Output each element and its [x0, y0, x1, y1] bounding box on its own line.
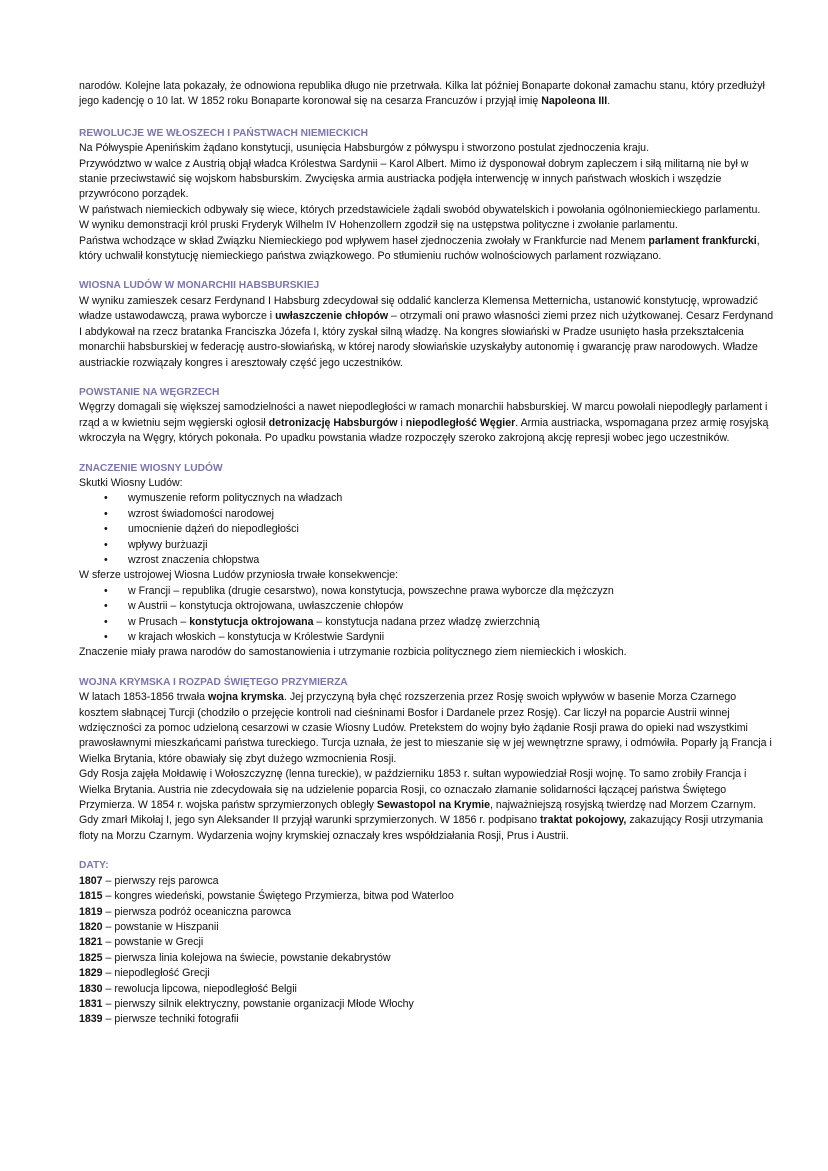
section-dates [79, 858, 778, 1027]
list-item [79, 966, 778, 981]
date-year: 1825 [79, 951, 103, 964]
meaning-intro-1: Skutki Wiosny Ludów: [79, 476, 183, 489]
list-item [79, 951, 778, 966]
list-item [79, 920, 778, 935]
date-year: 1820 [79, 920, 103, 933]
date-year: 1819 [79, 905, 103, 918]
date-text: – pierwszy silnik elektryczny, powstanie organizacji Młode Włochy [102, 997, 414, 1010]
crimea-b1: Gdy Rosja zajęła Mołdawię i Wołoszczyznę (lenna tureckie), w październiku 1853 r. sułtan wypowiedział Rosji wojnę. To samo zrobiły Francja i Wielka Brytania. Austria nie zdecydowała się na udzielenie poparcia Rosji, co oznaczało złamanie solidarności łączącej państwa Świętego Przymierza. W 1854 r. wojska państw sprzymierzonych obległy [79, 768, 747, 812]
list-item: • wzrost świadomości narodowej [79, 507, 778, 522]
date-text: – pierwsze techniki fotografii [102, 1013, 239, 1026]
italy-paragraph-4: W wyniku demonstracji król pruski Fryderyk Wilhelm IV Hohenzollern zgodził się na ustępstwa polityczne i zwołanie parlamentu. [79, 219, 678, 232]
list-item: • wymuszenie reform politycznych na władzach [79, 491, 778, 506]
crimea-a2-bold: wojna krymska [207, 691, 284, 704]
date-year: 1830 [79, 982, 103, 995]
list-item: • w krajach włoskich – konstytucja w Królestwie Sardynii [79, 630, 778, 645]
intro-paragraph [79, 79, 778, 110]
cons3-text-a: w Prusach – [128, 615, 190, 628]
section-habsburg [79, 278, 778, 370]
effects-list [79, 491, 778, 568]
list-item [79, 615, 778, 630]
list-item [79, 874, 778, 889]
italy-paragraph-1: Na Półwyspie Apenińskim żądano konstytucji, usunięcia Habsburgów z półwyspu i stworzono postulat zjednoczenia kraju. [79, 142, 650, 155]
list-item [79, 997, 778, 1012]
date-text: – niepodległość Grecji [102, 967, 210, 980]
cons3-text-c: – konstytucja nadana przez władzę zwierzchnią [313, 615, 540, 628]
section-meaning [79, 461, 778, 661]
dates-list [79, 874, 778, 1028]
date-year: 1839 [79, 1013, 103, 1026]
date-year: 1815 [79, 890, 103, 903]
intro-end: . [607, 95, 611, 108]
section-crimea [79, 675, 778, 844]
crimea-paragraph-1 [79, 690, 778, 767]
date-text: – pierwszy rejs parowca [102, 874, 219, 887]
crimea-a3: . Jej przyczyną była chęć rozszerzenia przez Rosję swoich wpływów w basenie Morza Czarnego kosztem słabnącej Turcji (chodziło o przejęcie kontroli nad cieśninami Bosfor i Dardanele przez Rosję). Car liczył na poparcie Austrii winnej wdzięczności za pomoc udzieloną cesarzowi w czasie Wiosny Ludów. Pretekstem do wojny było żądanie Rosji prawa do opieki nad wszystkimi prawosławnymi mieszkańcami państwa tureckiego. Turcja uznała, że jest to mieszanie się w jej wewnętrzne sprawy, i odmówiła. Poparły ją Francja i Wielka Brytania, które obawiały się zbyt dużego wzmocnienia Rosji. [79, 691, 772, 765]
heading-hungary: POWSTANIE NA WĘGRZECH [79, 386, 220, 398]
list-item: • umocnienie dążeń do niepodległości [79, 522, 778, 537]
hungary-bold-2: niepodległość Węgier [405, 416, 516, 429]
list-item: • w Francji – republika (drugie cesarstwo), nowa konstytucja, powszechne prawa wyborcze dla mężczyzn [79, 584, 778, 599]
date-text: – pierwsza linia kolejowa na świecie, powstanie dekabrystów [102, 951, 391, 964]
habsburg-bold: uwłaszczenie chłopów [275, 310, 389, 323]
italy-p5-text-a: Państwa wchodzące w skład Związku Niemieckiego pod wpływem haseł zjednoczenia zwołały w Frankfurcie nad Menem [79, 234, 649, 247]
list-item: • w Austrii – konstytucja oktrojowana, uwłaszczenie chłopów [79, 599, 778, 614]
heading-crimea: WOJNA KRYMSKA I ROZPAD ŚWIĘTEGO PRZYMIERZA [79, 676, 348, 688]
crimea-b4-bold: traktat pokojowy, [540, 814, 627, 827]
hungary-bold-1: detronizację Habsburgów [268, 416, 398, 429]
date-text: – pierwsza podróż oceaniczna parowca [102, 905, 292, 918]
crimea-paragraph-2 [79, 767, 778, 844]
hungary-text-c: i [397, 416, 406, 429]
list-item: • wpływy burżuazji [79, 538, 778, 553]
italy-paragraph-3: W państwach niemieckich odbywały się wiece, których przedstawiciele żądali swobód obywatelskich i powołania ogólnoniemieckiego parlamentu. [79, 203, 761, 216]
habsburg-text-a: W wyniku zamieszek cesarz Ferdynand I Habsburg zdecydował się oddalić kanclerza Klemensa Metternicha, ustanowić konstytucję, wprowadzić władze ustawodawczą, prawa wyborcze i [79, 294, 758, 323]
meaning-outro: Znaczenie miały prawa narodów do samostanowienia i utrzymanie rozbicia politycznego ziem niemieckich i włoskich. [79, 646, 627, 659]
date-year: 1831 [79, 997, 103, 1010]
date-text: – kongres wiedeński, powstanie Świętego Przymierza, bitwa pod Waterloo [102, 890, 454, 903]
date-text: – rewolucja lipcowa, niepodległość Belgii [102, 982, 297, 995]
list-item [79, 905, 778, 920]
list-item [79, 935, 778, 950]
hungary-text-a: Węgrzy domagali się większej samodzielności a nawet niepodległości w ramach monarchii habsburskiej. W marcu powołali niepodległy parlament i rząd a w kwietniu sejm węgierski ogłosił [79, 401, 768, 429]
habsburg-text-c: – otrzymali oni prawo własności ziemi przez nich użytkowanej. Cesarz Ferdynand I abdykował na rzecz bratanka Franciszka Józefa I, który zyskał silną władzę. Na kongres słowiański w Pradze usunięto hasła przekształcenia monarchii habsburskiej w federację austro-słowiańską, w której narody słowiańskie uzyskałyby autonomię i gwarancję praw narodowych. Władze austriackie rozwiązały kongres i aresztowały część jego uczestników. [79, 310, 774, 369]
hungary-paragraph [79, 400, 778, 446]
crimea-b2-bold: Sewastopol na Krymie [376, 799, 490, 812]
date-text: – powstanie w Grecji [102, 936, 204, 949]
list-item [79, 1012, 778, 1027]
habsburg-paragraph [79, 294, 778, 371]
cons3-bold: konstytucja oktrojowana [189, 615, 314, 628]
meaning-intro-2: W sferze ustrojowej Wiosna Ludów przyniosła trwałe konsekwencje: [79, 569, 399, 582]
date-year: 1807 [79, 874, 103, 887]
heading-meaning: ZNACZENIE WIOSNY LUDÓW [79, 462, 223, 474]
date-text: – powstanie w Hiszpanii [102, 920, 219, 933]
intro-bold: Napoleona III [541, 95, 608, 108]
section-italy-germany [79, 126, 778, 265]
hungary-text-e: . Armia austriacka, wspomagana przez armię rosyjską wkroczyła na Węgry, których pokonała. Po upadku powstania władze rozpoczęły szeroko zakrojoną akcję represji wobec jego uczestników. [79, 416, 769, 445]
italy-paragraph-5 [79, 234, 778, 265]
consequences-list [79, 584, 778, 646]
intro-section [79, 79, 778, 110]
date-year: 1821 [79, 936, 103, 949]
intro-text: narodów. Kolejne lata pokazały, że odnowiona republika długo nie przetrwała. Kilka lat później Bonaparte dokonał zamachu stanu, który przedłużył jego kadencję o 10 lat. W 1852 roku Bonaparte koronował się na cesarza Francuzów i przyjął imię [79, 80, 765, 108]
list-item [79, 982, 778, 997]
italy-paragraph-2: Przywództwo w walce z Austrią objął władca Królestwa Sardynii – Karol Albert. Mimo iż dysponował dobrym zapleczem i siłą militarną nie był w stanie przeciwstawić się wojskom habsburskim. Zwycięska armia austriacka podjęła interwencję w innych państwach włoskich i wszędzie przywrócono porządek. [79, 157, 749, 201]
heading-dates: DATY: [79, 860, 109, 872]
heading-habsburg: WIOSNA LUDÓW W MONARCHII HABSBURSKIEJ [79, 280, 320, 292]
heading-italy-germany: REWOLUCJE WE WŁOSZECH I PAŃSTWACH NIEMIECKICH [79, 127, 369, 139]
crimea-b3: , najważniejszą rosyjską twierdzę nad Morzem Czarnym. Gdy zmarł Mikołaj I, jego syn Aleksander II przyjął warunki sprzymierzonych. W 1856 r. podpisano [79, 799, 757, 827]
date-year: 1829 [79, 967, 103, 980]
crimea-a1: W latach 1853-1856 trwała [79, 691, 208, 704]
crimea-b5: zakazujący Rosji utrzymania floty na Morzu Czarnym. Wydarzenia wojny krymskiej oznaczały kres współdziałania Rosji, Prus i Austrii. [79, 814, 763, 842]
section-hungary [79, 385, 778, 447]
italy-p5-bold: parlament frankfurcki [648, 234, 757, 247]
italy-p5-text-c: , który uchwalił konstytucję niemieckiego państwa związkowego. Po stłumieniu ruchów wolnościowych parlament rozwiązano. [79, 234, 760, 263]
list-item: • wzrost znaczenia chłopstwa [79, 553, 778, 568]
list-item [79, 889, 778, 904]
